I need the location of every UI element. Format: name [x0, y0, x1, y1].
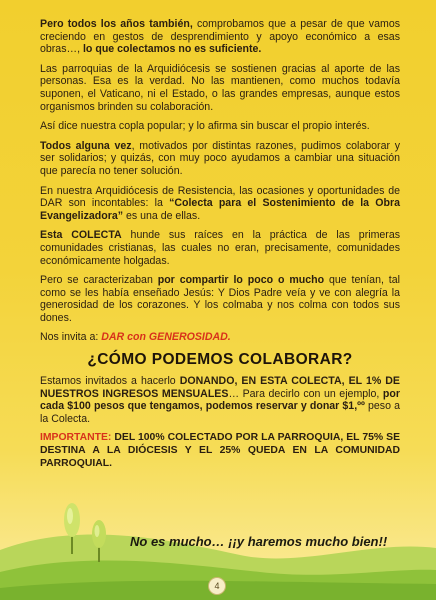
paragraph-2: Las parroquias de la Arquidiócesis se sostienen gracias al aporte de las personas. Esa es la verdad. No las mantienen, como muchos todavía suponen, el Vaticano, ni el Estado, o las grandes empresas, aunque estos organismos brinden su colaboración. — [40, 62, 400, 113]
paragraph-3: Así dice nuestra copla popular; y lo afirma sin buscar el propio interés. — [40, 120, 370, 133]
paragraph-7: Pero se caracterizaban por compartir lo poco o mucho que tenían, tal como se les había enseñado Jesús: Y Dios Padre veía y ve con alegría la generosidad de los corazones. Y los colmaba y nos colma con todos sus dones. — [40, 274, 400, 324]
paragraph-8: Nos invita a: DAR con GENEROSIDAD. — [40, 331, 231, 344]
page-number: 4 — [208, 577, 226, 595]
tree-icon — [62, 500, 82, 555]
paragraph-4: Todos alguna vez, motivados por distintas razones, pudimos colaborar y ser solidarios; y quizás, con muy poco ayudamos a cambiar una situación que parecía no tener solución. — [40, 139, 400, 177]
section-heading: ¿CÓMO PODEMOS COLABORAR? — [87, 351, 353, 369]
paragraph-6: Esta COLECTA hunde sus raíces en la práctica de las primeras comunidades cristianas, las cuales no eran, precisamente, comunidades económicamente holgadas. — [40, 229, 401, 267]
paragraph-1: Pero todos los años también, comprobamos que a pesar de que vamos creciendo en gestos de desprendimiento y apoyo económico a esas obras…, lo que colectamos no es suficiente. — [40, 18, 401, 56]
paragraph-9: Estamos invitados a hacerlo DONANDO, EN ESTA COLECTA, EL 1% DE NUESTROS INGRESOS MENSUALES… Para decirlo con un ejemplo, por cada $100 pesos que tengamos, podemos reservar y donar $1,ºº peso a la Colecta. — [40, 375, 400, 425]
body-text — [40, 18, 400, 477]
important-note: IMPORTANTE: DEL 100% COLECTADO POR LA PARROQUIA, EL 75% SE DESTINA A LA DIÓCESIS Y EL 25% QUEDA EN LA COMUNIDAD PARROQUIAL. — [40, 432, 400, 469]
tree-icon — [90, 518, 108, 563]
paragraph-5: En nuestra Arquidiócesis de Resistencia, las ocasiones y oportunidades de DAR son incontables: la “Colecta para el Sostenimiento de la Obra Evangelizadora” es una de ellas. — [40, 184, 400, 222]
closing-slogan: No es mucho… ¡¡y haremos mucho bien!! — [130, 534, 388, 549]
